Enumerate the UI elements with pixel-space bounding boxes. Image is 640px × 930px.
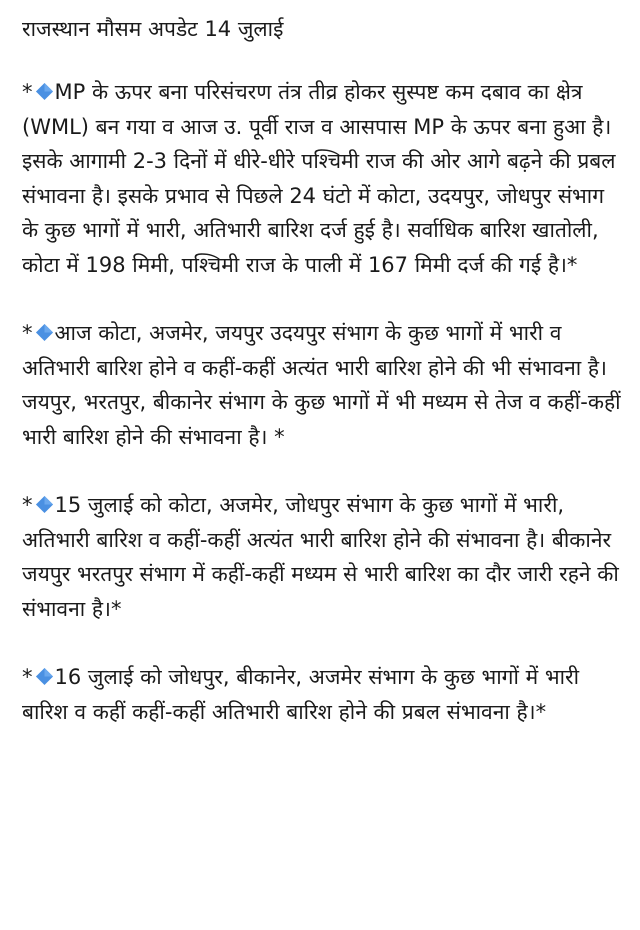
paragraph-text: 16 जुलाई को जोधपुर, बीकानेर, अजमेर संभाग के कुछ भागों में भारी बारिश व कहीं कहीं-कहीं अतिभारी बारिश होने की प्रबल संभावना है।* [22,665,580,724]
small-blue-diamond-icon [35,495,54,514]
forecast-paragraph-3 [22,488,624,626]
small-blue-diamond-icon [35,667,54,686]
paragraph-text: 15 जुलाई को कोटा, अजमेर, जोधपुर संभाग के कुछ भागों में भारी, अतिभारी बारिश व कहीं-कहीं अत्यंत भारी बारिश होने की संभावना है। बीकानेर जयपुर भरतपुर संभाग में कहीं-कहीं मध्यम से भारी बारिश का दौर जारी रहने की संभावना है।* [22,493,619,621]
small-blue-diamond-icon [35,82,54,101]
forecast-paragraph-4 [22,660,624,729]
asterisk-prefix: * [22,321,33,345]
forecast-paragraph-2 [22,316,624,454]
forecast-paragraph-1 [22,75,624,282]
asterisk-prefix: * [22,493,33,517]
paragraph-text: आज कोटा, अजमेर, जयपुर उदयपुर संभाग के कुछ भागों में भारी व अतिभारी बारिश होने व कहीं-कहीं अत्यंत भारी बारिश होने की भी संभावना है। जयपुर, भरतपुर, बीकानेर संभाग के कुछ भागों में भी मध्यम से तेज व कहीं-कहीं भारी बारिश होने की संभावना है। * [22,321,621,449]
small-blue-diamond-icon [35,323,54,342]
message-title: राजस्थान मौसम अपडेट 14 जुलाई [22,17,284,41]
paragraph-text: MP के ऊपर बना परिसंचरण तंत्र तीव्र होकर सुस्पष्ट कम दबाव का क्षेत्र (WML) बन गया व आज उ. पूर्वी राज व आसपास MP के ऊपर बना हुआ है। इसके आगामी 2-3 दिनों में धीरे-धीरे पश्चिमी राज की ओर आगे बढ़ने की प्रबल संभावना है। इसके प्रभाव से पिछले 24 घंटो में कोटा, उदयपुर, जोधपुर संभाग के कुछ भागों में भारी, अतिभारी बारिश दर्ज हुई है। सर्वाधिक बारिश खातोली, कोटा में 198 मिमी, पश्चिमी राज के पाली में 167 मिमी दर्ज की गई है।* [22,80,616,277]
asterisk-prefix: * [22,665,33,689]
asterisk-prefix: * [22,80,33,104]
